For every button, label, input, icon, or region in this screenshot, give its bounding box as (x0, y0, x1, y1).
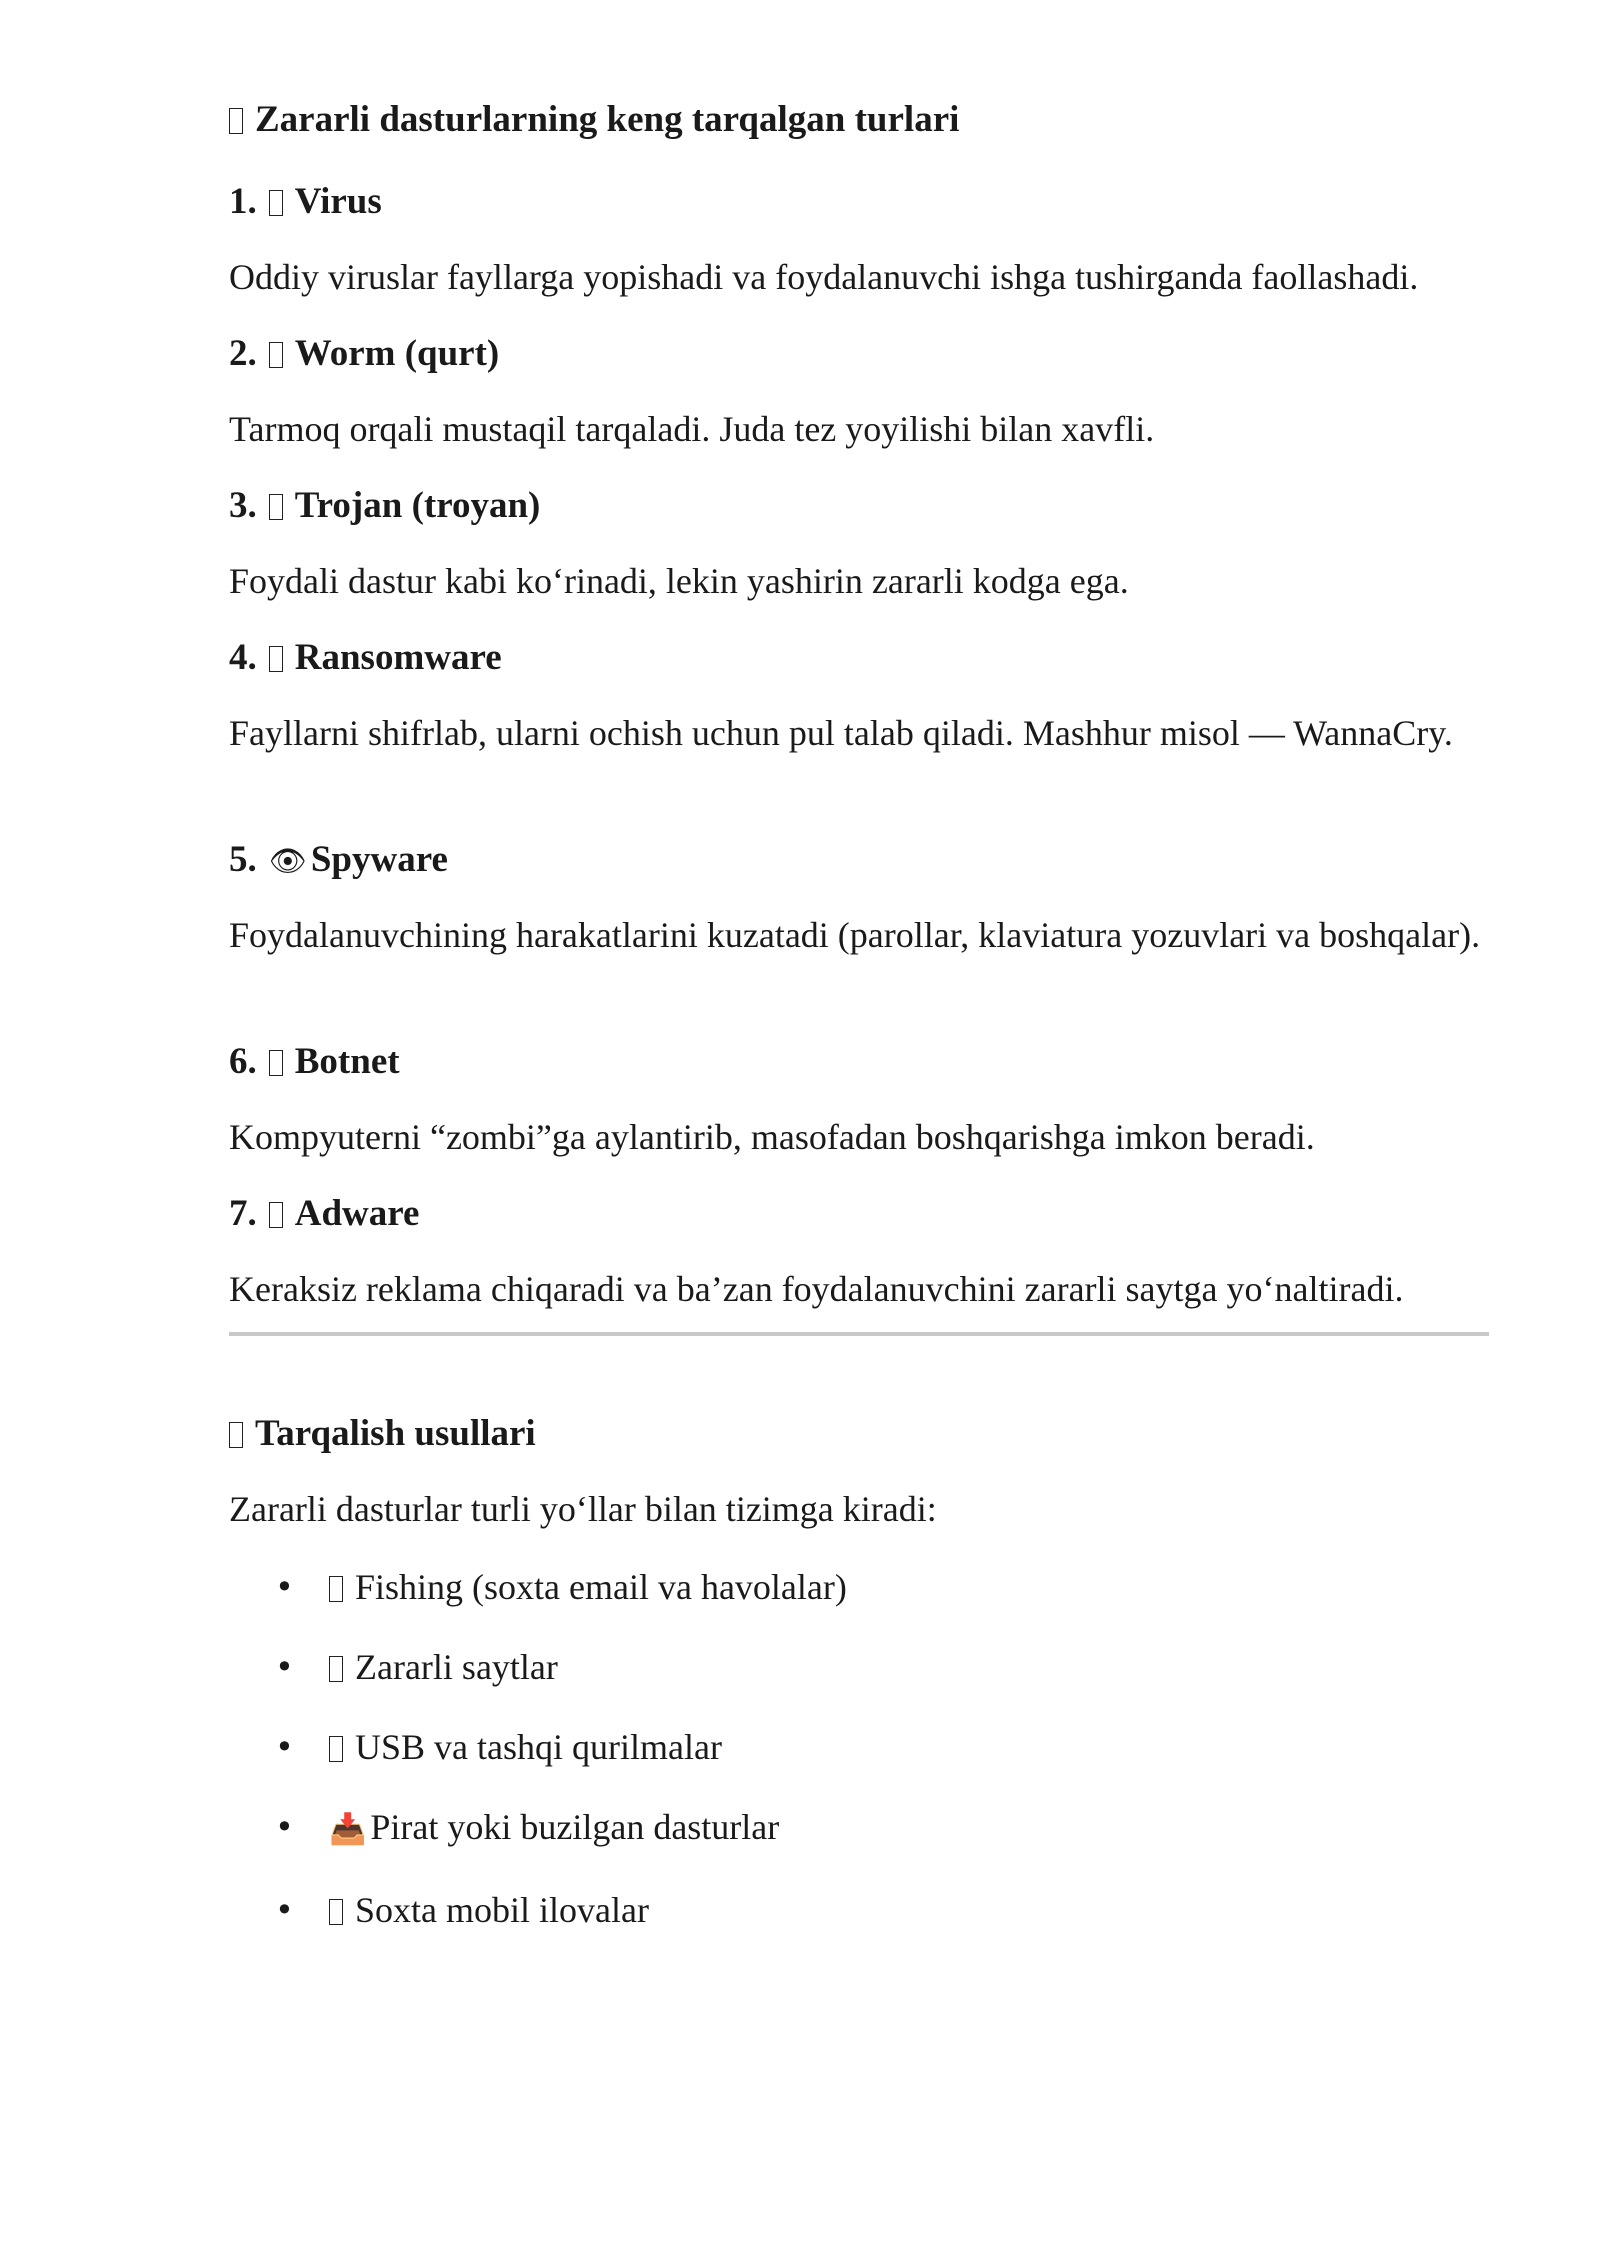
list-item-heading (229, 836, 1489, 886)
download-tray-icon: 📥 (329, 1812, 367, 1847)
section-divider (229, 1332, 1489, 1336)
item-name: Worm (qurt) (294, 333, 500, 374)
list-item (229, 1722, 1489, 1772)
item-description: Oddiy viruslar fayllarga yopishadi va foydalanuvchi ishga tushirganda faollashadi. (229, 257, 1419, 297)
list-item-heading (229, 178, 1489, 226)
item-number: 3. (229, 485, 257, 526)
item-name: Adware (294, 1193, 420, 1234)
item-name: Botnet (294, 1041, 400, 1082)
bullet-list (229, 1562, 1489, 1965)
list-item-heading (229, 330, 1489, 378)
warning-icon (229, 108, 243, 134)
network-icon (229, 1422, 243, 1448)
list-item-heading (229, 1190, 1489, 1238)
item-description: Foydalanuvchining harakatlarini kuzatadi (parollar, klaviatura yozuvlari va boshqalar). (229, 915, 1481, 955)
item-number: 7. (229, 1193, 257, 1234)
item-name: Ransomware (294, 637, 502, 678)
list-item (229, 1802, 1489, 1855)
section-intro: Zararli dasturlar turli yoʻllar bilan tizimga kiradi: (229, 1489, 937, 1529)
section-heading-spread-methods (229, 1410, 1489, 1458)
bullet-icon: • (275, 1891, 294, 1929)
item-number: 6. (229, 1041, 257, 1082)
list-item-heading (229, 482, 1489, 530)
section-title: Tarqalish usullari (255, 1413, 536, 1454)
item-description: Foydali dastur kabi koʻrinadi, lekin yashirin zararli kodga ega. (229, 561, 1129, 601)
bullet-text: Soxta mobil ilovalar (355, 1890, 649, 1930)
bullet-icon: • (275, 1808, 294, 1846)
botnet-icon (269, 1050, 283, 1076)
list-item-heading (229, 1038, 1489, 1086)
fishing-icon (329, 1576, 343, 1602)
item-number: 1. (229, 181, 257, 222)
item-description: Keraksiz reklama chiqaradi va ba’zan foydalanuvchini zararli saytga yoʻnaltiradi. (229, 1269, 1404, 1309)
list-item (229, 1885, 1489, 1935)
bullet-icon: • (275, 1648, 294, 1686)
bullet-text: Pirat yoki buzilgan dasturlar (370, 1807, 780, 1847)
bullet-text: Fishing (soxta email va havolalar) (355, 1567, 847, 1607)
list-item-heading (229, 634, 1489, 682)
eye-icon: 👁 (268, 844, 307, 879)
item-number: 5. (229, 839, 257, 880)
bullet-icon: • (275, 1728, 294, 1766)
bullet-icon: • (275, 1568, 294, 1606)
web-icon (329, 1656, 343, 1682)
list-item (229, 1642, 1489, 1692)
mobile-phone-icon (329, 1899, 343, 1925)
item-number: 2. (229, 333, 257, 374)
usb-icon (329, 1736, 343, 1762)
item-description: Tarmoq orqali mustaqil tarqaladi. Juda tez yoyilishi bilan xavfli. (229, 409, 1155, 449)
item-name: Virus (294, 181, 382, 222)
section-title: Zararli dasturlarning keng tarqalgan turlari (255, 99, 960, 140)
trojan-icon (269, 494, 283, 520)
adware-icon (269, 1202, 283, 1228)
section-heading-malware-types (229, 96, 1489, 144)
worm-icon (269, 342, 283, 368)
virus-icon (269, 190, 283, 216)
item-number: 4. (229, 637, 257, 678)
bullet-text: Zararli saytlar (355, 1647, 558, 1687)
item-description: Kompyuterni “zombi”ga aylantirib, masofadan boshqarishga imkon beradi. (229, 1117, 1315, 1157)
list-item (229, 1562, 1489, 1612)
item-name: Trojan (troyan) (294, 485, 541, 526)
bullet-text: USB va tashqi qurilmalar (355, 1727, 722, 1767)
ransomware-icon (269, 646, 283, 672)
item-name: Spyware (310, 839, 448, 880)
item-description: Fayllarni shifrlab, ularni ochish uchun pul talab qiladi. Mashhur misol — WannaCry. (229, 713, 1453, 753)
